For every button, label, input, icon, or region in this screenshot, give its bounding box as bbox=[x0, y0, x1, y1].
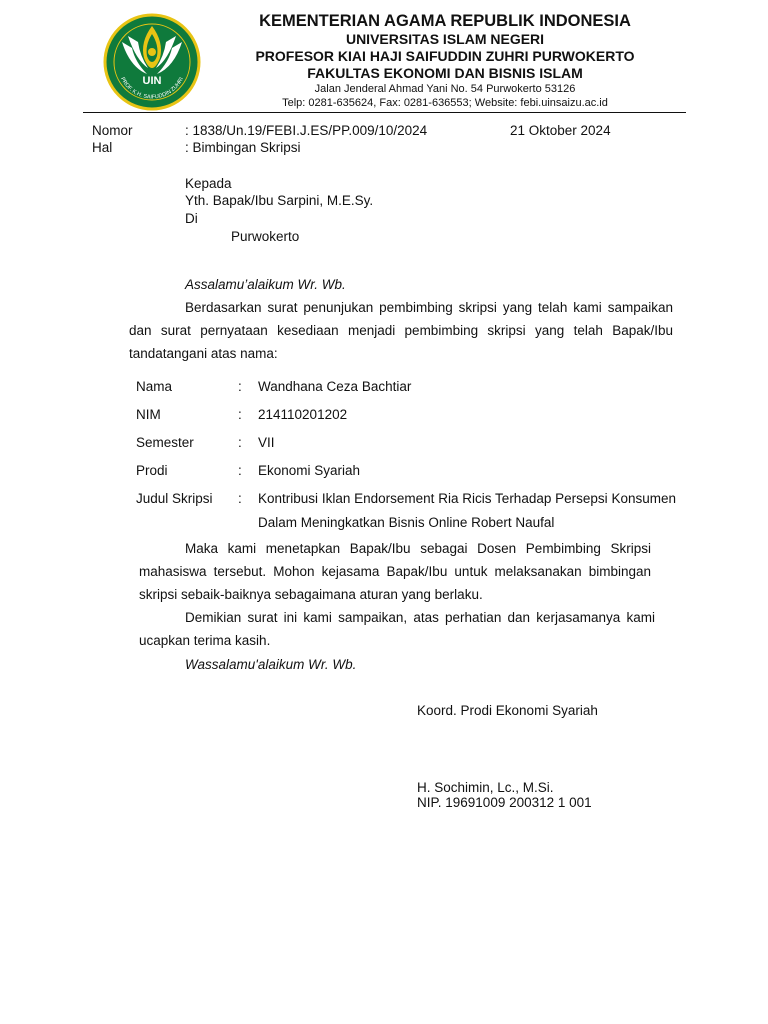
university-type: UNIVERSITAS ISLAM NEGERI bbox=[345, 31, 545, 47]
row-colon: : bbox=[238, 379, 242, 394]
recipient-name: Yth. Bapak/Ibu Sarpini, M.E.Sy. bbox=[185, 193, 374, 208]
intro-paragraph bbox=[129, 296, 673, 365]
student-row-prodi bbox=[136, 459, 676, 487]
letter-date: 21 Oktober 2024 bbox=[510, 123, 611, 138]
ministry-name: KEMENTERIAN AGAMA REPUBLIK INDONESIA bbox=[259, 12, 631, 30]
row-label: Judul Skripsi bbox=[136, 491, 213, 506]
closing-text: Demikian surat ini kami sampaikan, atas perhatian dan kerjasamanya kami ucapkan terima kasih. bbox=[139, 610, 655, 648]
student-row-judul bbox=[136, 487, 676, 535]
kepada-label: Kepada bbox=[185, 176, 232, 191]
nomor-label: Nomor bbox=[92, 123, 133, 138]
row-value: Wandhana Ceza Bachtiar bbox=[258, 379, 412, 394]
contact-info: Telp: 0281-635624, Fax: 0281-636553; Website: febi.uinsaizu.ac.id bbox=[282, 97, 608, 109]
signatory-position: Koord. Prodi Ekonomi Syariah bbox=[417, 703, 598, 718]
row-value: Ekonomi Syariah bbox=[258, 463, 361, 478]
row-colon: : bbox=[238, 407, 242, 422]
student-row-nama bbox=[136, 375, 676, 403]
intro-text: Berdasarkan surat penunjukan pembimbing skripsi yang telah kami sampaikan dan surat pernyataan kesediaan menjadi pembimbing skripsi yang telah Bapak/Ibu tandatangani atas nama: bbox=[129, 300, 673, 361]
signatory-nip: NIP. 19691009 200312 1 001 bbox=[417, 795, 592, 810]
university-name: PROFESOR KIAI HAJI SAIFUDDIN ZUHRI PURWOKERTO bbox=[255, 48, 635, 64]
opening-greeting: Assalamu’alaikum Wr. Wb. bbox=[185, 277, 346, 292]
student-details bbox=[136, 375, 676, 535]
row-label: Semester bbox=[136, 435, 194, 450]
letterhead-text bbox=[225, 12, 665, 110]
row-label: Nama bbox=[136, 379, 173, 394]
letterhead bbox=[0, 0, 768, 115]
row-colon: : bbox=[238, 435, 242, 450]
closing-greeting: Wassalamu'alaikum Wr. Wb. bbox=[185, 657, 357, 672]
recipient-city: Purwokerto bbox=[231, 229, 300, 244]
address: Jalan Jenderal Ahmad Yani No. 54 Purwokerto 53126 bbox=[314, 83, 576, 95]
row-value: 214110201202 bbox=[258, 407, 348, 422]
row-colon: : bbox=[238, 491, 242, 506]
di-label: Di bbox=[185, 211, 198, 226]
assignment-paragraph bbox=[139, 537, 651, 606]
logo-center-text: UIN bbox=[142, 75, 162, 87]
assignment-text: Maka kami menetapkan Bapak/Ibu sebagai Dosen Pembimbing Skripsi mahasiswa tersebut. Mohon kejasama Bapak/Ibu untuk melaksanakan bimbingan skripsi sebaik-baiknya sebagaimana aturan yang berlaku. bbox=[139, 541, 651, 602]
row-colon: : bbox=[238, 463, 242, 478]
student-row-semester bbox=[136, 431, 676, 459]
faculty-name: FAKULTAS EKONOMI DAN BISNIS ISLAM bbox=[307, 65, 583, 81]
closing-paragraph bbox=[139, 606, 655, 652]
nomor-value: : 1838/Un.19/FEBI.J.ES/PP.009/10/2024 bbox=[185, 123, 428, 138]
hal-value: : Bimbingan Skripsi bbox=[185, 140, 301, 155]
row-label: NIM bbox=[136, 407, 161, 422]
row-value: VII bbox=[258, 435, 275, 450]
row-label: Prodi bbox=[136, 463, 168, 478]
uin-logo bbox=[102, 12, 202, 112]
row-value: Kontribusi Iklan Endorsement Ria Ricis Terhadap Persepsi Konsumen Dalam Meningkatkan Bisnis Online Robert Naufal bbox=[258, 491, 676, 530]
logo-ring-text: PROF. K.H. SAIFUDDIN ZUHRI bbox=[119, 76, 185, 101]
hal-label: Hal bbox=[92, 140, 113, 155]
signatory-name: H. Sochimin, Lc., M.Si. bbox=[417, 780, 554, 795]
letterhead-divider bbox=[83, 112, 686, 113]
student-row-nim bbox=[136, 403, 676, 431]
